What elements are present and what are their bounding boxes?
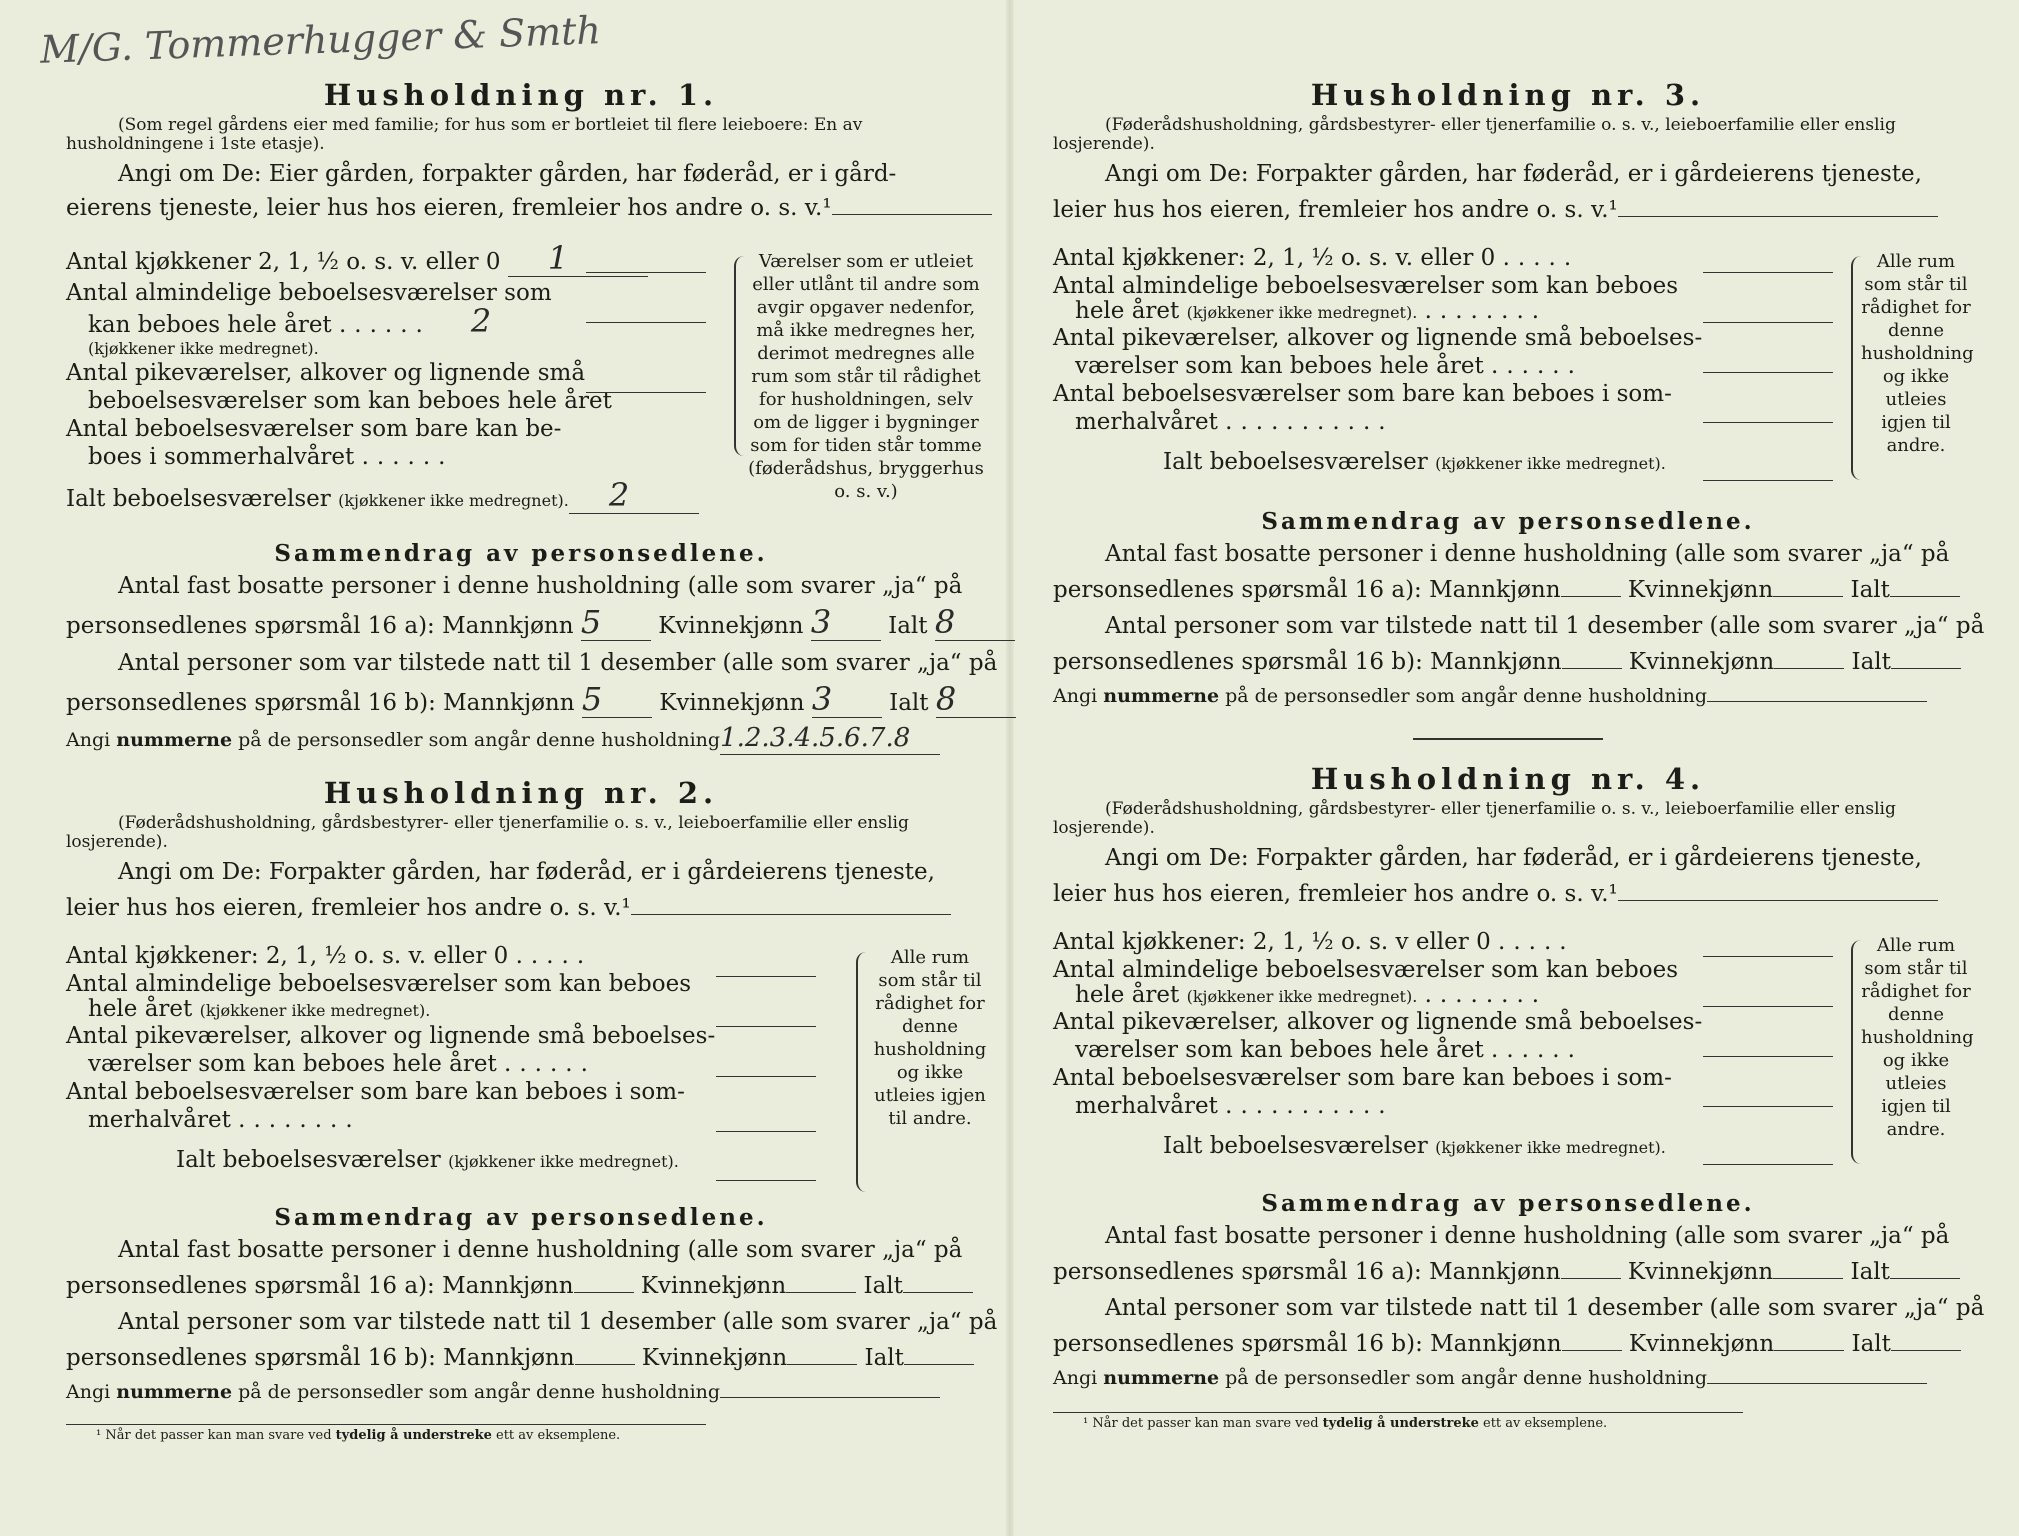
household-2-ordinary-rooms-2: hele året (kjøkkener ikke medregnet). [88, 996, 431, 1022]
household-4-note: (Føderådshusholdning, gårdsbestyrer- eller tjenerfamilie o. s. v., leieboerfamilie eller enslig losjerende). [1053, 799, 1896, 838]
household-4-numbers-field[interactable] [1707, 1383, 1927, 1384]
household-3-maid-rooms: Antal pikeværelser, alkover og lignende små beboelses- [1053, 325, 1703, 351]
household-4-s3: Antal personer som var tilstede natt til 1 desember (alle som svarer „ja“ på [1105, 1295, 1985, 1321]
household-1-s4: personsedlenes spørsmål 16 b): Mannkjønn 5 Kvinnekjønn 3 Ialt 8 [66, 685, 976, 718]
household-1-note-kitchens: (kjøkkener ikke medregnet). [88, 339, 319, 358]
household-2-s2: personsedlenes spørsmål 16 a): Mannkjønn Kvinnekjønn Ialt [66, 1272, 976, 1300]
household-2-maid-field[interactable] [716, 1076, 816, 1077]
household-4-female-a[interactable] [1773, 1278, 1843, 1279]
household-2-ask-line2: leier hus hos eieren, fremleier hos andre o. s. v.¹ [66, 894, 976, 922]
household-1-female-a[interactable]: 3 [811, 608, 881, 641]
household-4-female-b[interactable] [1774, 1350, 1844, 1351]
household-4-numbers: Angi nummerne på de personsedler som angår denne husholdning [1053, 1364, 1963, 1392]
household-2-total-field[interactable] [716, 1180, 816, 1181]
household-1-kitchens-field[interactable]: 1 [508, 244, 648, 277]
household-1-s1: Antal fast bosatte personer i denne husholdning (alle som svarer „ja“ på [118, 573, 963, 599]
household-3-note: (Føderådshusholdning, gårdsbestyrer- eller tjenerfamilie o. s. v., leieboerfamilie eller enslig losjerende). [1053, 115, 1896, 154]
household-4-summer-rooms-2: merhalvåret ........... [1075, 1093, 1394, 1119]
household-4-male-b[interactable] [1562, 1350, 1622, 1351]
household-4-total-b[interactable] [1891, 1350, 1961, 1351]
household-3-total-a[interactable] [1890, 596, 1960, 597]
answer-line [586, 392, 706, 393]
household-1-total-b[interactable]: 8 [936, 685, 1016, 718]
household-1-numbers-field[interactable]: 1.2.3.4.5.6.7.8 [720, 724, 940, 755]
household-4 [1053, 762, 1985, 1431]
household-3-rooms [1053, 244, 1703, 478]
left-page [66, 0, 998, 1536]
household-4-ask-line1: Angi om De: Forpakter gården, har føderåd, er i gårdeierens tjeneste, [1105, 845, 1922, 871]
brace [856, 952, 870, 1192]
household-1-title: Husholdning nr. 1. [323, 78, 719, 112]
household-4-total-rooms: Ialt beboelsesværelser (kjøkkener ikke medregnet). [1163, 1133, 1666, 1159]
household-3-summary [1053, 508, 1985, 710]
household-2-male-a[interactable] [574, 1292, 634, 1293]
household-4-title: Husholdning nr. 4. [1310, 762, 1706, 796]
household-2-summer-field[interactable] [716, 1131, 816, 1132]
household-4-kitchens: Antal kjøkkener: 2, 1, ½ o. s. v eller 0 ..... [1053, 929, 1575, 955]
household-4-total-a[interactable] [1890, 1278, 1960, 1279]
household-2-title: Husholdning nr. 2. [323, 776, 719, 810]
right-page [1053, 0, 1985, 1536]
household-3-ordinary-rooms: Antal almindelige beboelsesværelser som kan beboes [1053, 273, 1679, 299]
household-1-maid-rooms-2: beboelsesværelser som kan beboes hele året [88, 388, 612, 414]
household-2-note: (Føderådshusholdning, gårdsbestyrer- eller tjenerfamilie o. s. v., leieboerfamilie eller enslig losjerende). [66, 813, 909, 852]
household-2-ask-line1: Angi om De: Forpakter gården, har føderåd, er i gårdeierens tjeneste, [118, 859, 935, 885]
household-3-s1: Antal fast bosatte personer i denne husholdning (alle som svarer „ja“ på [1105, 541, 1950, 567]
household-1-female-b[interactable]: 3 [812, 685, 882, 718]
household-4-maid-rooms-2: værelser som kan beboes hele året ...... [1075, 1037, 1583, 1063]
household-4-side-note: Alle rum som står til rådighet for denne husholdning og ikke utleies igjen til andre. [1861, 935, 1974, 1140]
household-4-ordinary-rooms-2: hele året (kjøkkener ikke medregnet). ........ [1075, 982, 1548, 1008]
household-2-maid-rooms-2: værelser som kan beboes hele året ...... [88, 1051, 596, 1077]
household-1-summary-title: Sammendrag av personsedlene. [274, 540, 768, 567]
household-2-total-b[interactable] [904, 1364, 974, 1365]
household-3-summer-rooms: Antal beboelsesværelser som bare kan beboes i som- [1053, 381, 1672, 407]
page-fold [1006, 0, 1014, 1536]
household-1-total-a[interactable]: 8 [935, 608, 1015, 641]
handwritten-margin-note: M/G. Tommerhugger & Smth [39, 8, 602, 72]
footnote: ¹ Når det passer kan man svare ved tydelig å understreke ett av eksemplene. [96, 1428, 621, 1443]
household-1-summary [66, 540, 998, 755]
household-2-kitchens: Antal kjøkkener: 2, 1, ½ o. s. v. eller 0 ..... [66, 943, 593, 969]
household-4-ordinary-field[interactable] [1703, 1006, 1833, 1007]
household-1 [66, 78, 998, 753]
household-4-s2: personsedlenes spørsmål 16 a): Mannkjønn Kvinnekjønn Ialt [1053, 1258, 1963, 1286]
household-4-s4: personsedlenes spørsmål 16 b): Mannkjønn Kvinnekjønn Ialt [1053, 1330, 1963, 1358]
household-1-note: (Som regel gårdens eier med familie; for hus som er bortleiet til flere leieboere: En av husholdningene i 1ste etasje). [66, 115, 863, 154]
household-1-numbers: Angi nummerne på de personsedler som angår denne husholdning1.2.3.4.5.6.7.8 [66, 724, 976, 755]
household-4-s1: Antal fast bosatte personer i denne husholdning (alle som svarer „ja“ på [1105, 1223, 1950, 1249]
household-2-s3: Antal personer som var tilstede natt til 1 desember (alle som svarer „ja“ på [118, 1309, 998, 1335]
household-3-total-field[interactable] [1703, 480, 1833, 481]
household-3-summary-title: Sammendrag av personsedlene. [1261, 508, 1755, 535]
household-2-female-b[interactable] [787, 1364, 857, 1365]
answer-line [586, 322, 706, 323]
answer-line [586, 272, 706, 273]
household-3-side-note: Alle rum som står til rådighet for denne husholdning og ikke utleies igjen til andre. [1861, 251, 1974, 456]
household-3-kitchens-field[interactable] [1703, 272, 1833, 273]
household-1-ordinary-rooms: Antal almindelige beboelsesværelser som [66, 280, 552, 306]
household-3-s3: Antal personer som var tilstede natt til 1 desember (alle som svarer „ja“ på [1105, 613, 1985, 639]
household-2-numbers: Angi nummerne på de personsedler som angår denne husholdning [66, 1378, 976, 1406]
household-2-summary [66, 1204, 998, 1406]
household-3-summer-field[interactable] [1703, 422, 1833, 423]
household-2-s1: Antal fast bosatte personer i denne husholdning (alle som svarer „ja“ på [118, 1237, 963, 1263]
household-3-male-b[interactable] [1562, 668, 1622, 669]
household-1-s3: Antal personer som var tilstede natt til 1 desember (alle som svarer „ja“ på [118, 650, 998, 676]
household-4-summer-field[interactable] [1703, 1106, 1833, 1107]
household-4-rooms [1053, 928, 1703, 1162]
household-2-kitchens-field[interactable] [716, 976, 816, 977]
household-1-rooms [66, 239, 726, 515]
household-1-summer-rooms: Antal beboelsesværelser som bare kan be- [66, 416, 562, 442]
household-2-ordinary-rooms: Antal almindelige beboelsesværelser som kan beboes [66, 971, 692, 997]
household-3-maid-rooms-2: værelser som kan beboes hele året ...... [1075, 353, 1583, 379]
footnote: ¹ Når det passer kan man svare ved tydelig å understreke ett av eksemplene. [1083, 1416, 1608, 1431]
household-4-ask-line2: leier hus hos eieren, fremleier hos andre o. s. v.¹ [1053, 880, 1963, 908]
household-2-rooms [66, 942, 716, 1176]
household-2-summary-title: Sammendrag av personsedlene. [274, 1204, 768, 1231]
household-3-numbers-field[interactable] [1707, 701, 1927, 702]
household-1-male-b[interactable]: 5 [582, 685, 652, 718]
household-3-maid-field[interactable] [1703, 372, 1833, 373]
household-4-ordinary-rooms: Antal almindelige beboelsesværelser som kan beboes [1053, 957, 1679, 983]
household-1-male-a[interactable]: 5 [581, 608, 651, 641]
household-4-maid-field[interactable] [1703, 1056, 1833, 1057]
footnote-rule [66, 1424, 706, 1425]
household-1-kitchens: Antal kjøkkener 2, 1, ½ o. s. v. eller 0 1 [66, 244, 726, 277]
household-3-kitchens: Antal kjøkkener: 2, 1, ½ o. s. v. eller 0 ..... [1053, 245, 1580, 271]
household-1-ask-line1: Angi om De: Eier gården, forpakter gården, har føderåd, er i gård- [118, 161, 897, 187]
household-3-total-b[interactable] [1891, 668, 1961, 669]
household-1-maid-rooms: Antal pikeværelser, alkover og lignende små [66, 360, 586, 386]
household-4-summer-rooms: Antal beboelsesværelser som bare kan beboes i som- [1053, 1065, 1672, 1091]
household-2-summer-rooms-2: merhalvåret ........ [88, 1107, 361, 1133]
household-3-female-a[interactable] [1773, 596, 1843, 597]
household-2-ask-field[interactable] [631, 914, 951, 915]
household-3-total-rooms: Ialt beboelsesværelser (kjøkkener ikke medregnet). [1163, 449, 1666, 475]
household-3-title: Husholdning nr. 3. [1310, 78, 1706, 112]
household-2-ordinary-field[interactable] [716, 1026, 816, 1027]
household-3-s4: personsedlenes spørsmål 16 b): Mannkjønn Kvinnekjønn Ialt [1053, 648, 1963, 676]
footnote-rule [1053, 1412, 1743, 1413]
household-2 [66, 776, 998, 1443]
household-3-s2: personsedlenes spørsmål 16 a): Mannkjønn Kvinnekjønn Ialt [1053, 576, 1963, 604]
household-3-male-a[interactable] [1561, 596, 1621, 597]
household-2-side-note: Alle rum som står til rådighet for denne husholdning og ikke utleies igjen til andre. [873, 947, 987, 1129]
household-2-male-b[interactable] [575, 1364, 635, 1365]
household-3-ordinary-rooms-2: hele året (kjøkkener ikke medregnet). ........ [1075, 298, 1548, 324]
section-divider [1413, 738, 1603, 740]
household-2-maid-rooms: Antal pikeværelser, alkover og lignende små beboelses- [66, 1023, 716, 1049]
household-2-numbers-field[interactable] [720, 1397, 940, 1398]
household-4-summary-title: Sammendrag av personsedlene. [1261, 1190, 1755, 1217]
household-3-ordinary-field[interactable] [1703, 322, 1833, 323]
household-3-ask-line1: Angi om De: Forpakter gården, har føderåd, er i gårdeierens tjeneste, [1105, 161, 1922, 187]
household-1-side-note: Værelser som er utleiet eller utlånt til andre som avgir opgaver nedenfor, må ikke medregnes her, derimot medregnes alle rum som står til rådighet for husholdningen, selv om de ligger i bygninger som for tiden står tomme (føderådshus, bryggerhus o. s. v.) [748, 251, 984, 502]
household-2-s4: personsedlenes spørsmål 16 b): Mannkjønn Kvinnekjønn Ialt [66, 1344, 976, 1372]
household-3-summer-rooms-2: merhalvåret ........... [1075, 409, 1394, 435]
household-3-ask-line2: leier hus hos eieren, fremleier hos andre o. s. v.¹ [1053, 196, 1963, 224]
household-1-total-rooms: Ialt beboelsesværelser (kjøkkener ikke medregnet). 2 [66, 481, 726, 515]
household-4-kitchens-field[interactable] [1703, 956, 1833, 957]
household-2-total-a[interactable] [903, 1292, 973, 1293]
household-4-ask-field[interactable] [1618, 900, 1938, 901]
household-1-ask-field[interactable] [832, 214, 992, 215]
household-1-ordinary-rooms-value[interactable]: 2 [470, 302, 492, 340]
household-4-maid-rooms: Antal pikeværelser, alkover og lignende små beboelses- [1053, 1009, 1703, 1035]
household-1-total-field[interactable]: 2 [569, 481, 699, 514]
household-1-ask-line2: eierens tjeneste, leier hus hos eieren, fremleier hos andre o. s. v.¹ [66, 194, 976, 222]
household-1-summer-rooms-2: boes i sommerhalvåret ...... [88, 444, 454, 470]
household-4-male-a[interactable] [1561, 1278, 1621, 1279]
household-4-summary [1053, 1190, 1985, 1392]
household-3-female-b[interactable] [1774, 668, 1844, 669]
household-3 [1053, 78, 1985, 707]
household-4-total-field[interactable] [1703, 1164, 1833, 1165]
household-2-summer-rooms: Antal beboelsesværelser som bare kan beboes i som- [66, 1079, 685, 1105]
household-1-ordinary-rooms-2: kan beboes hele året ...... 2 [88, 302, 492, 340]
household-1-s2: personsedlenes spørsmål 16 a): Mannkjønn 5 Kvinnekjønn 3 Ialt 8 [66, 608, 976, 641]
household-2-total-rooms: Ialt beboelsesværelser (kjøkkener ikke medregnet). [176, 1147, 679, 1173]
household-2-female-a[interactable] [786, 1292, 856, 1293]
household-3-numbers: Angi nummerne på de personsedler som angår denne husholdning [1053, 682, 1963, 710]
household-3-ask-field[interactable] [1618, 216, 1938, 217]
